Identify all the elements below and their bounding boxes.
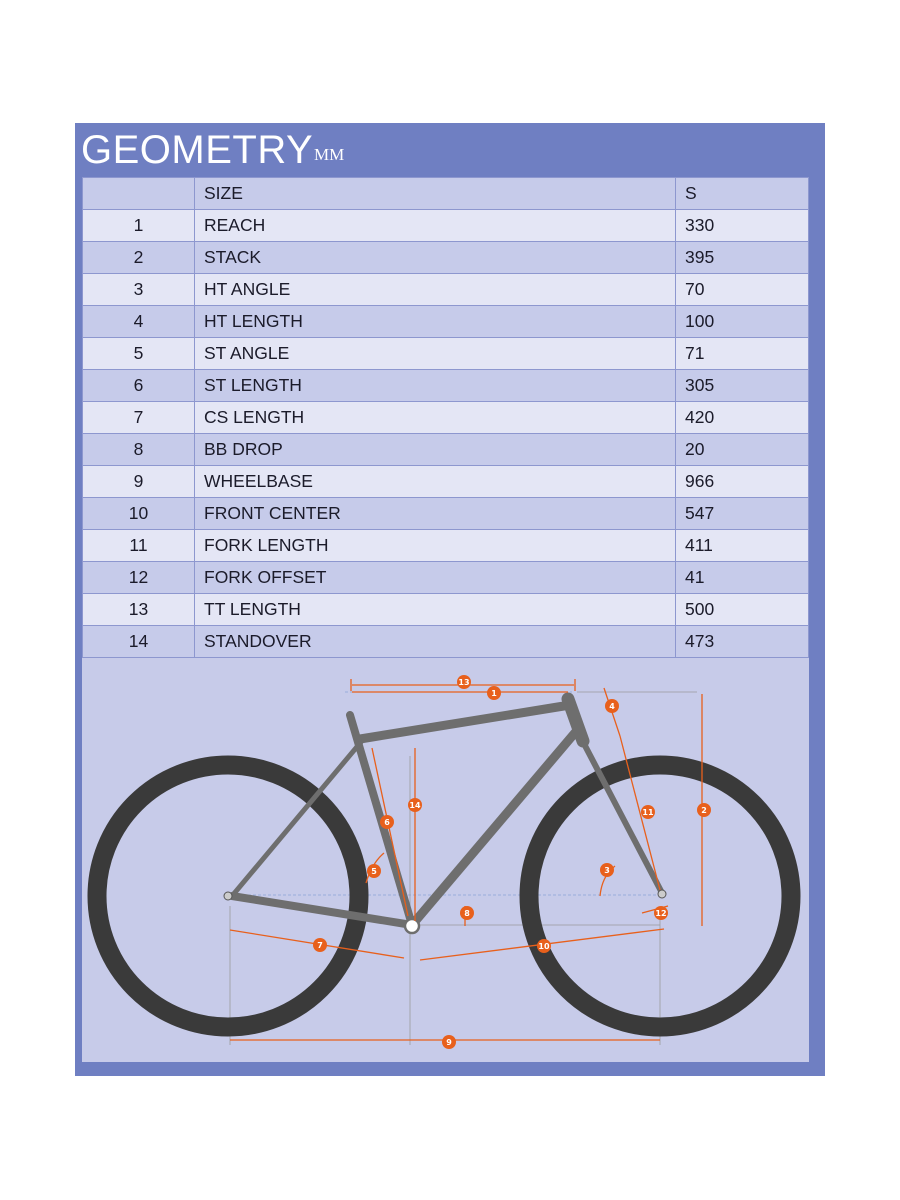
table-row	[83, 498, 809, 530]
marker-3	[600, 863, 614, 877]
table-row	[83, 530, 809, 562]
svg-text:9: 9	[446, 1038, 452, 1047]
rear-hub	[224, 892, 232, 900]
table-header-row	[83, 178, 809, 210]
row-value: 473	[676, 626, 809, 658]
table-row	[83, 242, 809, 274]
table-row	[83, 594, 809, 626]
size-header: SIZE	[195, 178, 676, 210]
row-label: WHEELBASE	[195, 466, 676, 498]
row-label: HT LENGTH	[195, 306, 676, 338]
row-value: 330	[676, 210, 809, 242]
row-number: 13	[83, 594, 195, 626]
row-value: 420	[676, 402, 809, 434]
row-label: FRONT CENTER	[195, 498, 676, 530]
marker-9	[442, 1035, 456, 1049]
row-number: 10	[83, 498, 195, 530]
table-row	[83, 370, 809, 402]
row-value: 305	[676, 370, 809, 402]
row-label: TT LENGTH	[195, 594, 676, 626]
row-value: 547	[676, 498, 809, 530]
row-number: 3	[83, 274, 195, 306]
marker-13	[457, 675, 471, 689]
row-value: 71	[676, 338, 809, 370]
row-number: 9	[83, 466, 195, 498]
table-row	[83, 626, 809, 658]
row-value: 966	[676, 466, 809, 498]
row-label: CS LENGTH	[195, 402, 676, 434]
svg-text:14: 14	[409, 801, 421, 810]
svg-text:12: 12	[655, 909, 667, 918]
row-number: 14	[83, 626, 195, 658]
top-tube	[360, 705, 570, 739]
svg-text:1: 1	[491, 689, 497, 698]
row-value: 395	[676, 242, 809, 274]
row-label: REACH	[195, 210, 676, 242]
bottom-bracket	[405, 919, 419, 933]
table-row	[83, 466, 809, 498]
geometry-table	[82, 177, 809, 658]
row-value: 411	[676, 530, 809, 562]
unit-label: MM	[314, 145, 345, 164]
row-value: 41	[676, 562, 809, 594]
marker-14	[408, 798, 422, 812]
row-value: 500	[676, 594, 809, 626]
svg-text:6: 6	[384, 818, 390, 827]
svg-text:2: 2	[701, 806, 707, 815]
front-hub	[658, 890, 666, 898]
marker-10	[537, 939, 551, 953]
row-value: 100	[676, 306, 809, 338]
marker-11	[641, 805, 655, 819]
row-label: STANDOVER	[195, 626, 676, 658]
header	[75, 123, 825, 177]
row-label: HT ANGLE	[195, 274, 676, 306]
table-cell-blank	[83, 178, 195, 210]
svg-text:5: 5	[371, 867, 377, 876]
table-row	[83, 338, 809, 370]
svg-text:10: 10	[538, 942, 550, 951]
marker-6	[380, 815, 394, 829]
svg-text:3: 3	[604, 866, 610, 875]
row-number: 1	[83, 210, 195, 242]
row-label: STACK	[195, 242, 676, 274]
geometry-panel	[75, 123, 825, 1076]
row-number: 7	[83, 402, 195, 434]
table-row	[83, 402, 809, 434]
svg-text:11: 11	[642, 808, 654, 817]
marker-12	[654, 906, 668, 920]
table-row	[83, 562, 809, 594]
svg-text:4: 4	[609, 702, 615, 711]
row-number: 11	[83, 530, 195, 562]
table-row	[83, 306, 809, 338]
marker-8	[460, 906, 474, 920]
row-label: FORK OFFSET	[195, 562, 676, 594]
marker-1	[487, 686, 501, 700]
marker-7	[313, 938, 327, 952]
bike-frame	[232, 699, 661, 925]
row-number: 4	[83, 306, 195, 338]
svg-text:8: 8	[464, 909, 470, 918]
row-number: 6	[83, 370, 195, 402]
row-value: 20	[676, 434, 809, 466]
marker-4	[605, 699, 619, 713]
bike-geometry-diagram	[82, 658, 809, 1062]
chainstay	[232, 896, 412, 925]
row-number: 5	[83, 338, 195, 370]
row-label: BB DROP	[195, 434, 676, 466]
row-number: 2	[83, 242, 195, 274]
row-label: ST LENGTH	[195, 370, 676, 402]
table-row	[83, 274, 809, 306]
svg-text:7: 7	[317, 941, 323, 950]
row-number: 12	[83, 562, 195, 594]
svg-text:13: 13	[458, 678, 470, 687]
dimension-markers	[313, 675, 711, 1049]
page-title: GEOMETRY	[81, 128, 314, 172]
size-value: S	[676, 178, 809, 210]
table-row	[83, 434, 809, 466]
row-value: 70	[676, 274, 809, 306]
bike-illustration	[82, 658, 809, 1062]
row-number: 8	[83, 434, 195, 466]
table-row	[83, 210, 809, 242]
row-label: FORK LENGTH	[195, 530, 676, 562]
row-label: ST ANGLE	[195, 338, 676, 370]
marker-5	[367, 864, 381, 878]
marker-2	[697, 803, 711, 817]
